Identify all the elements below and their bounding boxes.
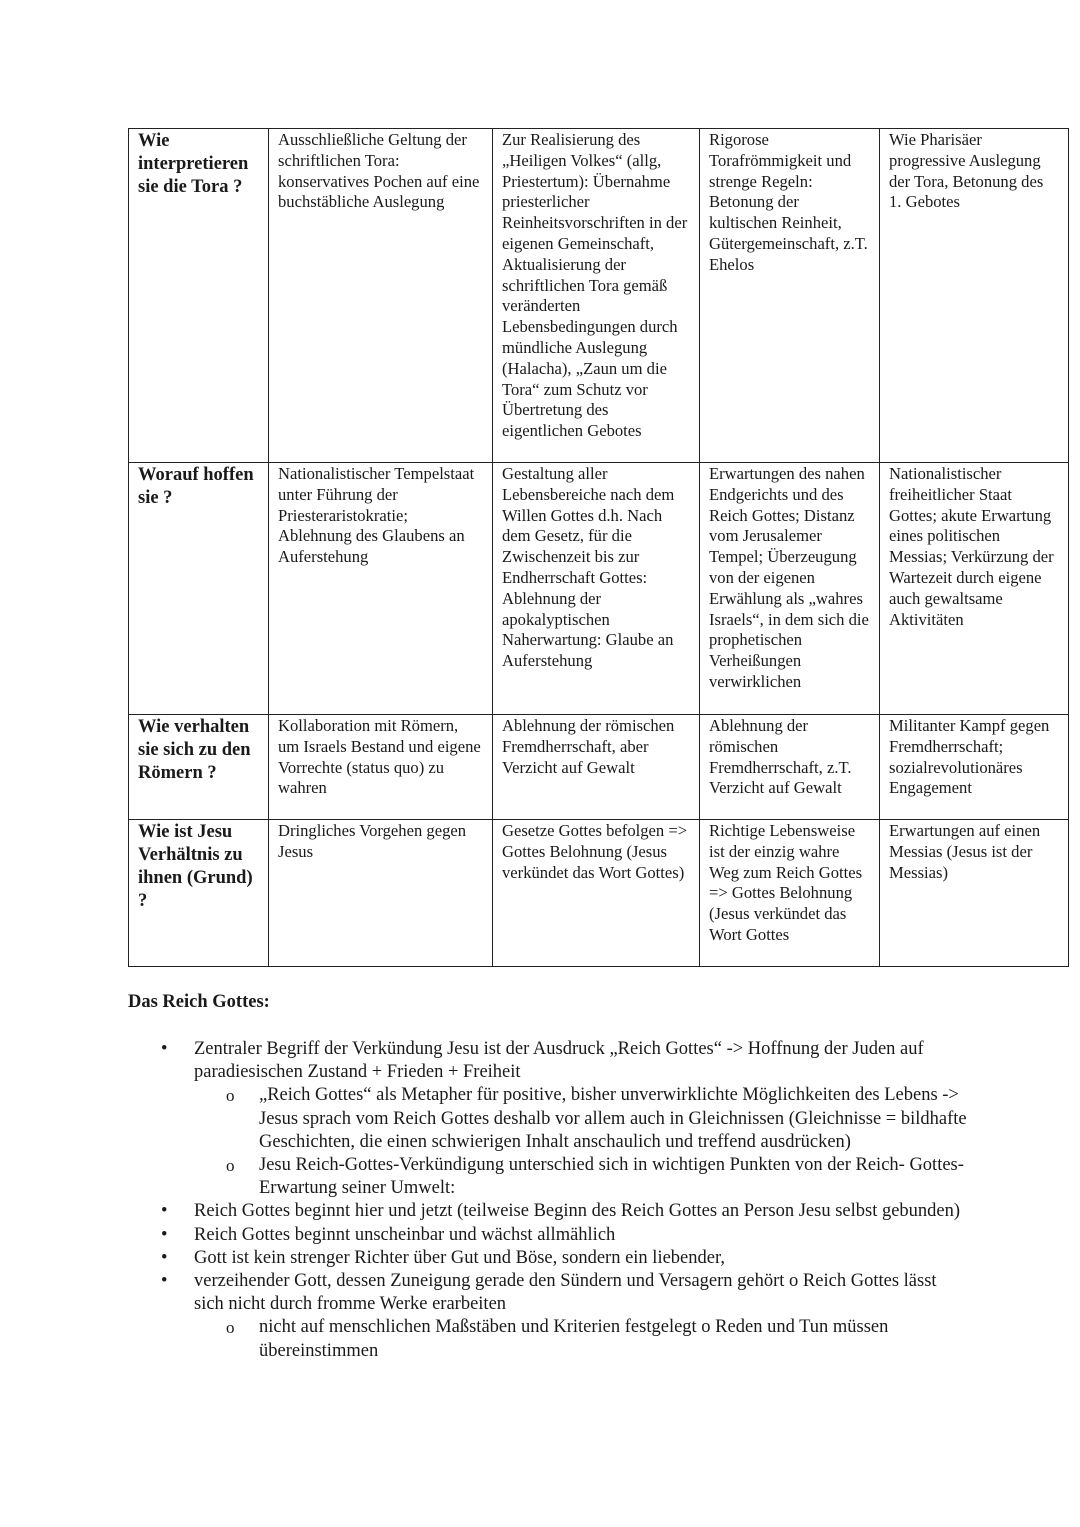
list-item [128, 1038, 968, 1084]
list-item-text: verzeihender Gott, dessen Zuneigung gerade den Sündern und Versagern gehört o Reich Gottes lässt sich nicht durch fromme Werke erarbeiten [194, 1271, 937, 1315]
list-item [128, 1247, 968, 1270]
table-cell: Erwartungen des nahen Endgerichts und des Reich Gottes; Distanz vom Jerusalemer Tempel; Überzeugung von der eigenen Erwählung als „wahres Israels“, in dem sich die prophetischen Verheißungen verwirklichen [700, 463, 880, 715]
list-item-text: Reich Gottes beginnt unscheinbar und wächst allmählich [194, 1224, 616, 1245]
list-item-text: Zentraler Begriff der Verkündung Jesu ist der Ausdruck „Reich Gottes“ -> Hoffnung der Juden auf paradiesischen Zustand + Frieden + Freiheit [194, 1039, 924, 1083]
bullet-marker: • [161, 1271, 168, 1292]
list-item-text: Gott ist kein strenger Richter über Gut und Böse, sondern ein liebender, [194, 1247, 726, 1268]
table-cell: Nationalistischer Tempelstaat unter Führung der Priesteraristokratie; Ablehnung des Glaubens an Auferstehung [269, 463, 493, 715]
table-cell: Dringliches Vorgehen gegen Jesus [269, 820, 493, 967]
table-cell: Ablehnung der römischen Fremdherrschaft, z.T. Verzicht auf Gewalt [700, 715, 880, 820]
row-question: Wie interpretieren sie die Tora ? [129, 129, 269, 463]
list-item-text: „Reich Gottes“ als Metapher für positive, bisher unverwirklichte Möglichkeiten des Lebens -> Jesus sprach vom Reich Gottes deshalb vor allem auch in Gleichnissen (Gleichnisse = bildhafte Geschichten, die einen schwierigen Inhalt anschaulich und treffend ausdrücken) [259, 1085, 967, 1152]
table-cell: Gesetze Gottes befolgen => Gottes Belohnung (Jesus verkündet das Wort Gottes) [493, 820, 700, 967]
list-item-text: Reich Gottes beginnt hier und jetzt (teilweise Beginn des Reich Gottes an Person Jesu selbst gebunden) [194, 1201, 961, 1222]
table-cell: Richtige Lebensweise ist der einzig wahre Weg zum Reich Gottes => Gottes Belohnung (Jesus verkündet das Wort Gottes [700, 820, 880, 967]
list-item-text: nicht auf menschlichen Maßstäben und Kriterien festgelegt o Reden und Tun müssen übereinstimmen [259, 1317, 889, 1361]
table-cell: Wie Pharisäer progressive Auslegung der Tora, Betonung des 1. Gebotes [880, 129, 1069, 463]
list-item [128, 1154, 968, 1200]
list-item-text: Jesu Reich-Gottes-Verkündigung unterschied sich in wichtigen Punkten von der Reich- Gottes-Erwartung seiner Umwelt: [259, 1155, 964, 1199]
list-item [128, 1200, 968, 1223]
bullet-marker: • [161, 1247, 168, 1268]
bullet-list [128, 1038, 968, 1363]
comparison-table [128, 128, 1069, 967]
bullet-marker: o [226, 1156, 235, 1176]
list-item [128, 1316, 968, 1362]
table-cell: Ausschließliche Geltung der schriftlichen Tora: konservatives Pochen auf eine buchstäbliche Auslegung [269, 129, 493, 463]
row-question: Wie ist Jesu Verhältnis zu ihnen (Grund) ? [129, 820, 269, 967]
table-cell: Erwartungen auf einen Messias (Jesus ist der Messias) [880, 820, 1069, 967]
bullet-marker: o [226, 1318, 235, 1338]
bullet-marker: • [161, 1201, 168, 1222]
table-cell: Kollaboration mit Römern, um Israels Bestand und eigene Vorrechte (status quo) zu wahren [269, 715, 493, 820]
table-cell: Rigorose Torafrömmigkeit und strenge Regeln: Betonung der kultischen Reinheit, Gütergemeinschaft, z.T. Ehelos [700, 129, 880, 463]
table-cell: Militanter Kampf gegen Fremdherrschaft; sozialrevolutionäres Engagement [880, 715, 1069, 820]
list-item [128, 1270, 968, 1316]
bullet-marker: o [226, 1086, 235, 1106]
table-row-tora [129, 129, 1069, 463]
table-row-roemer [129, 715, 1069, 820]
bullet-marker: • [161, 1039, 168, 1059]
table-cell: Gestaltung aller Lebensbereiche nach dem Willen Gottes d.h. Nach dem Gesetz, für die Zwischenzeit bis zur Endherrschaft Gottes: Ablehnung der apokalyptischen Naherwartung: Glaube an Auferstehung [493, 463, 700, 715]
list-item [128, 1084, 968, 1154]
row-question: Worauf hoffen sie ? [129, 463, 269, 715]
section-title: Das Reich Gottes: [128, 992, 270, 1012]
list-item [128, 1224, 968, 1247]
table-cell: Ablehnung der römischen Fremdherrschaft, aber Verzicht auf Gewalt [493, 715, 700, 820]
table-cell: Nationalistischer freiheitlicher Staat Gottes; akute Erwartung eines politischen Messias; Verkürzung der Wartezeit durch eigene auch gewaltsame Aktivitäten [880, 463, 1069, 715]
table-row-hoffnung [129, 463, 1069, 715]
table-row-jesus [129, 820, 1069, 967]
row-question: Wie verhalten sie sich zu den Römern ? [129, 715, 269, 820]
bullet-marker: • [161, 1224, 168, 1245]
table-cell: Zur Realisierung des „Heiligen Volkes“ (allg, Priestertum): Übernahme priesterlicher Reinheitsvorschriften in der eigenen Gemeinschaft, Aktualisierung der schriftlichen Tora gemäß veränderten Lebensbedingungen durch mündliche Auslegung (Halacha), „Zaun um die Tora“ zum Schutz vor Übertretung des eigentlichen Gebotes [493, 129, 700, 463]
